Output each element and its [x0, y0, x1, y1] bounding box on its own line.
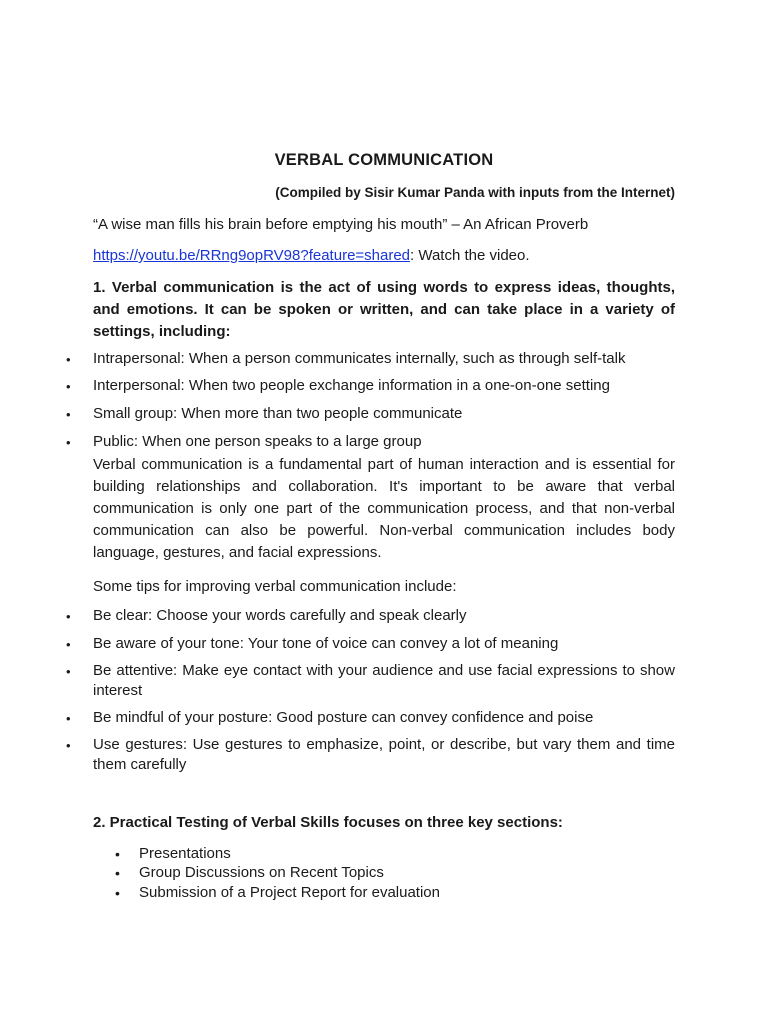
list-bullet: • — [66, 637, 71, 652]
section2-heading: 2. Practical Testing of Verbal Skills focuses on three key sections: — [93, 814, 563, 831]
tips-intro: Some tips for improving verbal communication include: — [93, 578, 457, 595]
list-bullet: • — [66, 435, 71, 450]
section1-heading: 1. Verbal communication is the act of using words to express ideas, thoughts, and emotions. It can be spoken or written, and can take place in a variety of settings, including: — [93, 279, 675, 340]
section-item-group-discussions: Group Discussions on Recent Topics — [139, 864, 384, 881]
document-subtitle: (Compiled by Sisir Kumar Panda with inputs from the Internet) — [275, 185, 675, 200]
list-bullet: • — [66, 379, 71, 394]
list-bullet: • — [66, 738, 71, 753]
tip-item: Be clear: Choose your words carefully and speak clearly — [93, 607, 467, 624]
list-bullet: • — [115, 885, 120, 901]
video-link[interactable]: https://youtu.be/RRng9opRV98?feature=shared — [93, 247, 411, 264]
list-bullet: • — [66, 352, 71, 367]
body-paragraph: Verbal communication is a fundamental part of human interaction and is essential for building relationships and collaboration. It's important to be aware that verbal communication is only one part of the communication process, and that non-verbal communication can also be powerful. Non-verbal communication includes body language, gestures, and facial expressions. — [93, 456, 675, 561]
tip-item: Be aware of your tone: Your tone of voice can convey a lot of meaning — [93, 635, 559, 652]
tip-item: Be attentive: Make eye contact with your audience and use facial expressions to show interest — [93, 662, 675, 699]
tip-item: Use gestures: Use gestures to emphasize, point, or describe, but vary them and time them carefully — [93, 736, 675, 773]
list-item-intrapersonal: Intrapersonal: When a person communicates internally, such as through self-talk — [93, 350, 626, 367]
list-item-small-group: Small group: When more than two people communicate — [93, 405, 463, 422]
video-line — [93, 246, 675, 266]
list-bullet: • — [66, 407, 71, 422]
document-title: VERBAL COMMUNICATION — [274, 151, 494, 169]
tip-item: Be mindful of your posture: Good posture can convey confidence and poise — [93, 709, 594, 726]
video-link-suffix: : Watch the video. — [410, 247, 530, 264]
proverb-quote: “A wise man fills his brain before emptying his mouth” – An African Proverb — [93, 216, 589, 233]
section-item-presentations: Presentations — [139, 845, 231, 862]
list-bullet: • — [66, 609, 71, 624]
list-bullet: • — [115, 846, 120, 862]
list-bullet: • — [66, 711, 71, 726]
list-item-public: Public: When one person speaks to a large group — [93, 433, 422, 450]
list-item-interpersonal: Interpersonal: When two people exchange information in a one-on-one setting — [93, 377, 610, 394]
list-bullet: • — [66, 664, 71, 679]
section-item-project-report: Submission of a Project Report for evaluation — [139, 884, 440, 901]
list-bullet: • — [115, 865, 120, 881]
